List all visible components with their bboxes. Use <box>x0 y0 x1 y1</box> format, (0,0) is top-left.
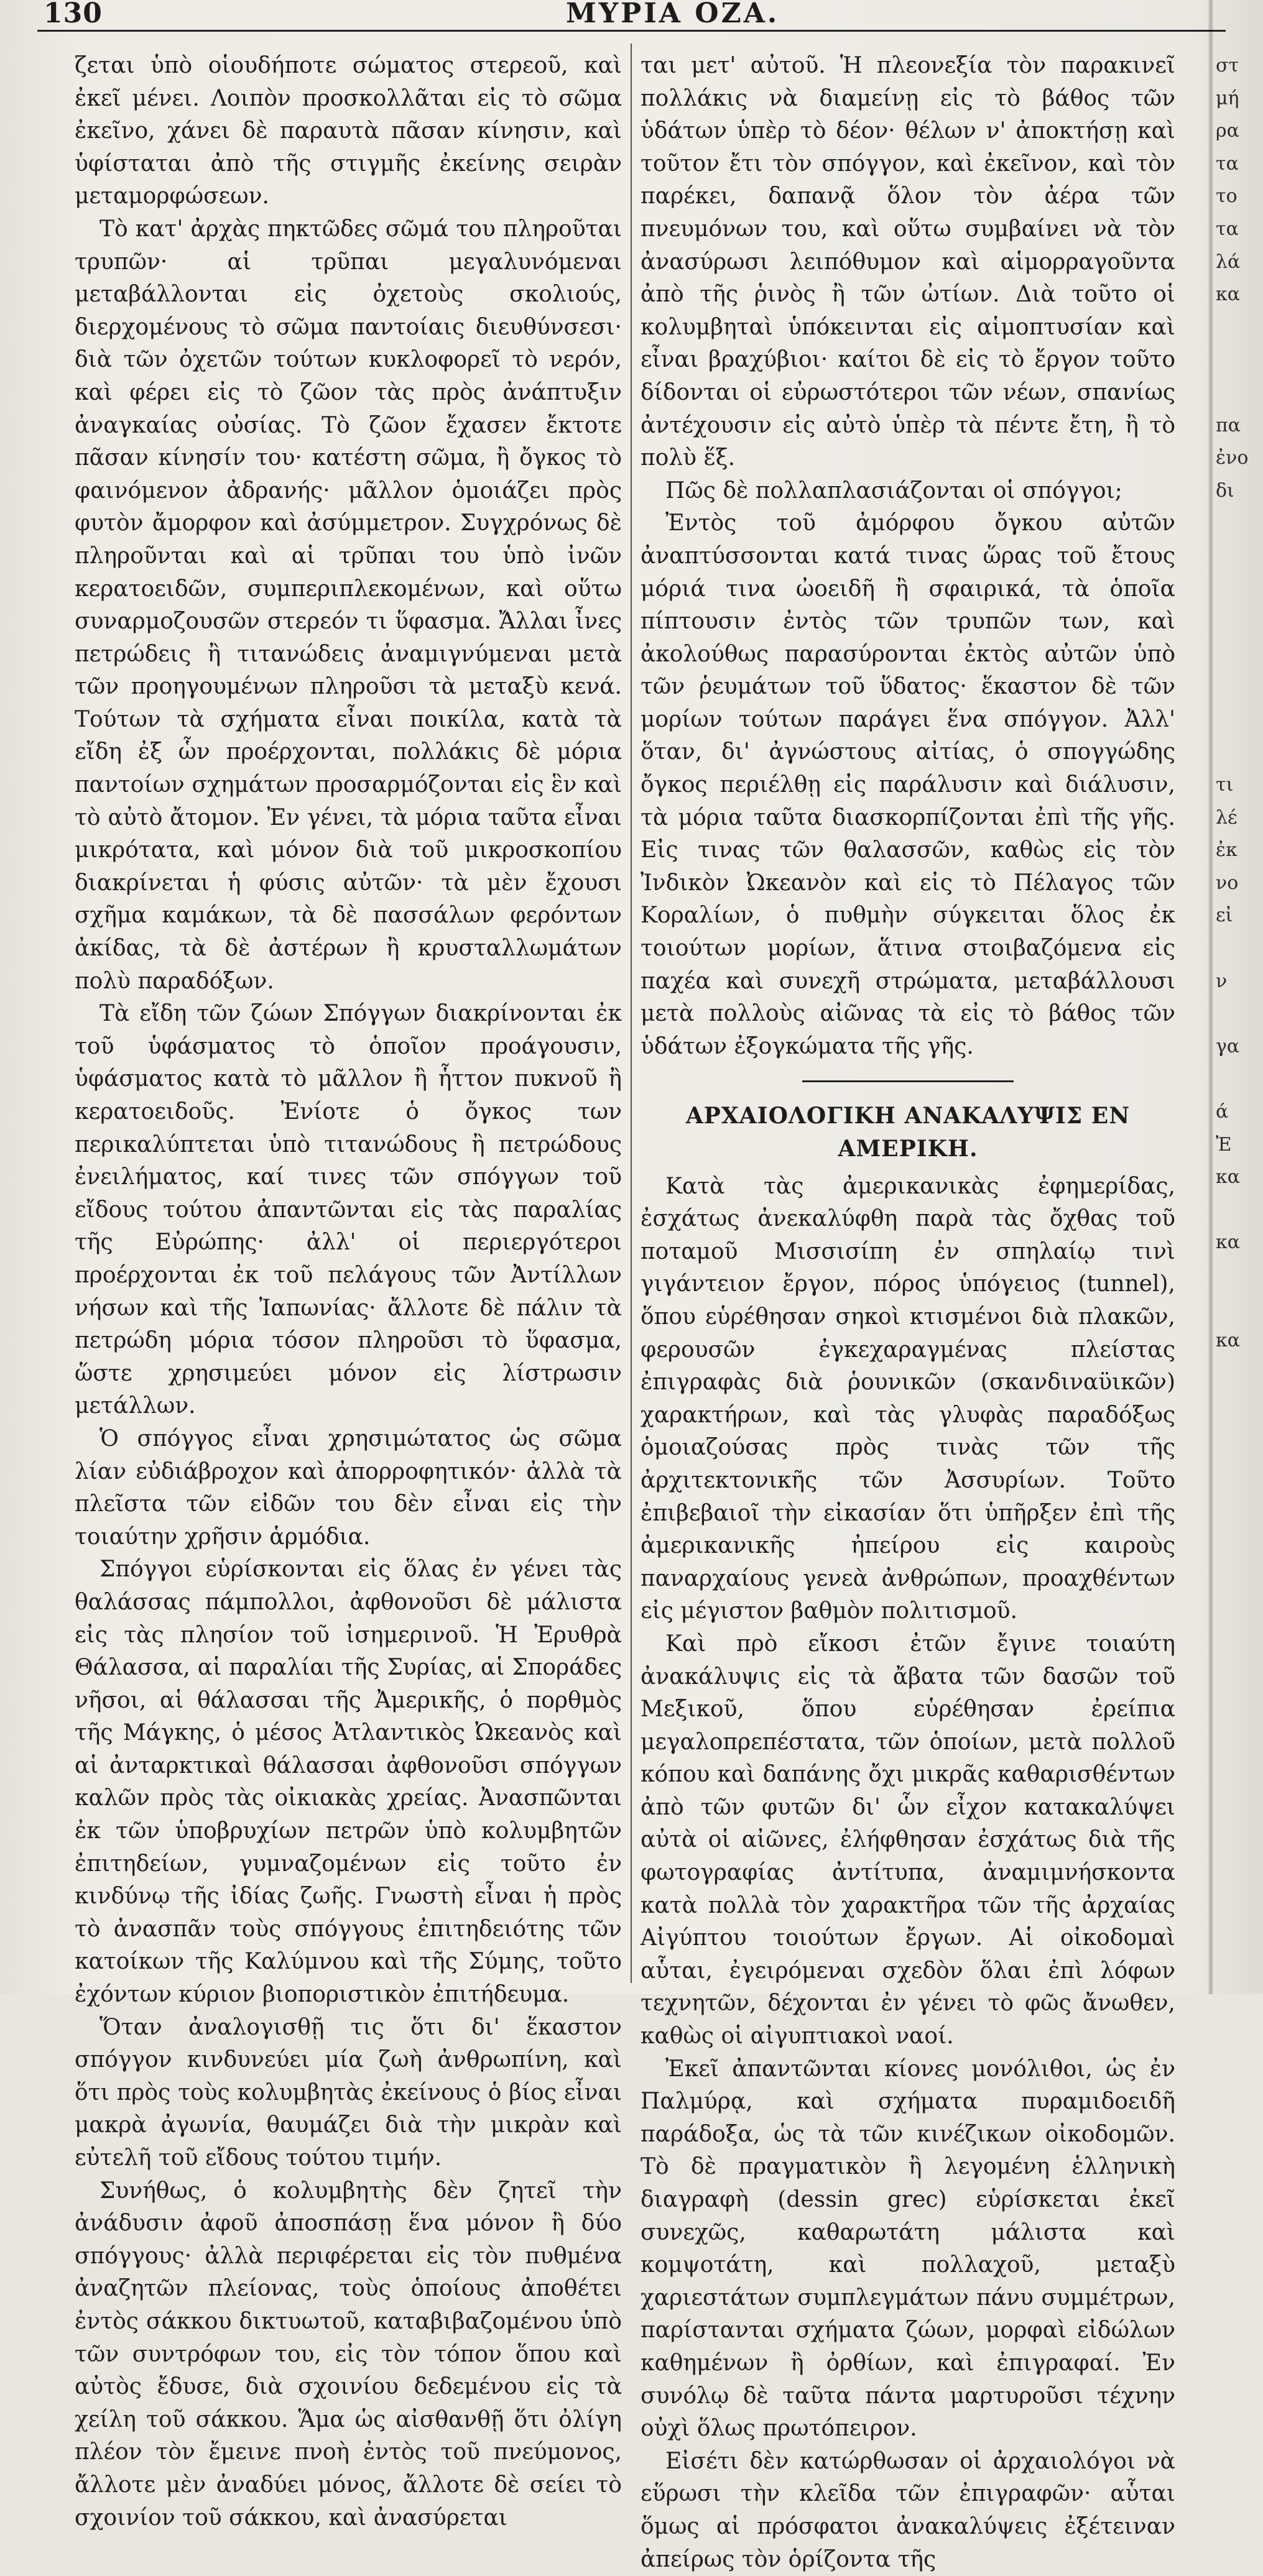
edge-fragment <box>1216 1423 1263 1456</box>
edge-fragment <box>1216 1848 1263 1881</box>
edge-fragment <box>1216 1782 1263 1815</box>
edge-fragment: δι <box>1216 479 1234 502</box>
edge-fragment: ν <box>1216 970 1228 992</box>
edge-fragment: κα <box>1216 1166 1241 1189</box>
edge-fragment <box>1216 1194 1263 1227</box>
edge-fragment <box>1216 605 1263 638</box>
edge-fragment <box>1216 736 1263 769</box>
edge-fragment: κα <box>1216 1330 1241 1352</box>
edge-fragment: τα <box>1216 218 1239 240</box>
edge-fragment: ἐκ <box>1216 839 1238 862</box>
section-rule <box>802 1080 1014 1082</box>
edge-fragment <box>1216 1880 1263 1913</box>
edge-fragment <box>1216 573 1263 606</box>
edge-fragment <box>1216 540 1263 573</box>
edge-fragment <box>1216 638 1263 671</box>
edge-fragment <box>1216 1390 1263 1423</box>
article-heading: ΑΡΧΑΙΟΛΟΓΙΚΗ ΑΝΑΚΑΛΥΨΙΣ ΕΝ ΑΜΕΡΙΚΗ. <box>685 1103 1131 1162</box>
edge-fragment <box>1216 507 1263 540</box>
edge-fragment <box>1216 1521 1263 1554</box>
edge-fragment <box>1216 1063 1263 1096</box>
page-number: 130 <box>44 0 103 29</box>
edge-fragment: ρα <box>1216 120 1239 142</box>
edge-fragment <box>1216 671 1263 704</box>
edge-fragment: ά <box>1216 1101 1229 1123</box>
edge-fragment: τα <box>1216 152 1239 175</box>
edge-fragment <box>1216 704 1263 737</box>
adjacent-page-edge <box>1216 50 1263 1979</box>
edge-fragment <box>1216 1815 1263 1848</box>
edge-fragment: μή <box>1216 87 1239 109</box>
edge-fragment: πα <box>1216 414 1241 436</box>
edge-fragment <box>1216 1750 1263 1783</box>
paragraph: Εἰσέτι δὲν κατώρθωσαν οἱ ἀρχαιολόγοι νὰ εὕρωσι τὴν κλεῖδα τῶν ἐπιγραφῶν· αὗται ὅμως αἱ πρόσφατοι ἀνακαλύψεις ἐξέτειναν ἀπείρως τὸν ὁρίζοντα τῆς <box>641 2448 1175 2572</box>
edge-fragment <box>1216 1619 1263 1652</box>
edge-fragment <box>1216 1292 1263 1325</box>
paragraph: Ἐντὸς τοῦ ἀμόρφου ὄγκου αὐτῶν ἀναπτύσσονται κατά τινας ὥρας τοῦ ἔτους μόριά τινα ὠοειδῆ ἢ σφαιρικά, τὰ ὁποῖα πίπτουσιν ἐντὸς τῶν τρυπῶν των, καὶ ἀκολούθως παρασύρονται ἐκτὸς αὐτῶν ὑπὸ τῶν ῥευμάτων τοῦ ὕδατος· ἕκαστον δὲ τῶν μορίων τούτων παράγει ἕνα σπόγγον. Ἀλλ' ὅταν, δι' ἀγνώστους αἰτίας, ὁ σπογγώδης ὄγκος περιέλθῃ εἰς παράλυσιν καὶ διάλυσιν, τὰ μόρια ταῦτα διασκορπίζονται ἐπὶ τῆς γῆς. Εἰς τινας τῶν θαλασσῶν, καθὼς εἰς τὸν Ἰνδικὸν Ὠκεανὸν καὶ εἰς τὸ Πέλαγος τῶν Κοραλίων, ὁ πυθμὴν σύγκειται ὅλος ἐκ τοιούτων μορίων, ἅτινα στοιβαζόμενα εἰς παχέα καὶ συνεχῆ στρώματα, μεταβάλλουσι μετὰ πολλοὺς αἰῶνας τὰ εἰς τὸ βάθος τῶν ὑδάτων ἐξογκώματα τῆς γῆς. <box>641 510 1175 1059</box>
column-divider <box>631 44 632 1983</box>
paragraph: Κατὰ τὰς ἀμερικανικὰς ἐφημερίδας, ἐσχάτως ἀνεκαλύφθη παρὰ τὰς ὄχθας τοῦ ποταμοῦ Μισσισίπη ἐν σπηλαίῳ τινὶ γιγάντειον ἔργον, πόρος ὑπόγειος (tunnel), ὅπου εὑρέθησαν σηκοὶ κτισμένοι διὰ πλακῶν, φερουσῶν ἐγκεχαραγμένας πλείστας ἐπιγραφὰς διὰ ῥουνικῶν (σκανδιναϋικῶν) χαρακτήρων, καὶ τὰς γλυφὰς παραδόξως ὁμοιαζούσας πρὸς τινὰς τῶν τῆς ἀρχιτεκτονικῆς τῶν Ἀσσυρίων. Τοῦτο ἐπιβεβαιοῖ τὴν εἰκασίαν ὅτι ὑπῆρξεν ἐπὶ τῆς ἀμερικανικῆς ἠπείρου εἰς καιροὺς παναρχαίους γενεὰ ἀνθρώπων, προαχθέντων εἰς μέγιστον βαθμὸν πολιτισμοῦ. <box>641 1173 1175 1624</box>
edge-fragment <box>1216 1553 1263 1586</box>
edge-fragment: λέ <box>1216 806 1238 829</box>
edge-fragment <box>1216 1456 1263 1489</box>
edge-fragment: Ἐ <box>1216 1133 1232 1156</box>
edge-fragment: το <box>1216 185 1238 208</box>
paragraph: ται μετ' αὐτοῦ. Ἡ πλεονεξία τὸν παρακινεῖ πολλάκις νὰ διαμείνῃ εἰς τὸ βάθος τῶν ὑδάτων ὑπὲρ τὸ δέον· θέλων ν' ἀποκτήσῃ καὶ τοῦτον ἔτι τὸν σπόγγον, καὶ ἐκεῖνον, καὶ τὸν παρέκει, δαπανᾷ ὅλον τὸν ἀέρα τῶν πνευμόνων του, καὶ οὕτω συμβαίνει νὰ τὸν ἀνασύρωσι λειπόθυμον καὶ αἱμορραγοῦντα ἀπὸ τῆς ῥινὸς ἢ τῶν ὠτίων. Διὰ τοῦτο οἱ κολυμβηταὶ ὑπόκεινται εἰς αἱμοπτυσίαν καὶ εἶναι βραχύβιοι· καίτοι δὲ εἰς τὸ ἔργον τοῦτο δίδονται οἱ εὐρωστότεροι τῶν νέων, σπανίως ἀντέχουσιν εἰς αὐτὸ ὑπὲρ τὰ πέντε ἔτη, ἢ τὸ πολὺ ἕξ. <box>641 53 1175 471</box>
paragraph: ζεται ὑπὸ οἱουδήποτε σώματος στερεοῦ, καὶ ἐκεῖ μένει. Λοιπὸν προσκολλᾶται εἰς τὸ σῶμα ἐκεῖνο, χάνει δὲ παραυτὰ πᾶσαν κίνησιν, καὶ ὑφίσταται ἀπὸ τῆς στιγμῆς ἐκείνης σειρὰν μεταμορφώσεων. <box>75 53 622 209</box>
paragraph: Καὶ πρὸ εἴκοσι ἐτῶν ἔγινε τοιαύτη ἀνακάλυψις εἰς τὰ ἄβατα τῶν δασῶν τοῦ Μεξικοῦ, ὅπου εὑρέθησαν ἐρείπια μεγαλοπρεπέστατα, τῶν ὁποίων, μετὰ πολλοῦ κόπου καὶ δαπάνης ὄχι μικρᾶς καθαρισθέντων ἀπὸ τῶν φυτῶν δι' ὧν εἶχον κατακαλύψει αὐτὰ οἱ αἰῶνες, ἐλήφθησαν ἐσχάτως διὰ τῆς φωτογραφίας ἀντίτυπα, ἀναμιμνήσκοντα κατὰ πολλὰ τὸν χαρακτῆρα τῶν τῆς ἀρχαίας Αἰγύπτου τοιούτων ἔργων. Αἱ οἰκοδομαὶ αὗται, ἐγειρόμεναι σχεδὸν ὅλαι ἐπὶ λόφων τεχνητῶν, δέχονται ἐν γένει τὸ φῶς ἄνωθεν, καθὼς οἱ αἰγυπτιακοὶ ναοί. <box>641 1631 1175 2049</box>
edge-fragment <box>1216 1488 1263 1521</box>
edge-fragment: κα <box>1216 1231 1241 1254</box>
edge-fragment <box>1216 932 1263 965</box>
edge-fragment: ἐνο <box>1216 447 1249 469</box>
edge-fragment: νο <box>1216 872 1239 894</box>
edge-fragment <box>1216 377 1263 410</box>
paragraph: Σπόγγοι εὑρίσκονται εἰς ὅλας ἐν γένει τὰς θαλάσσας πάμπολλοι, ἀφθονοῦσι δὲ μάλιστα εἰς τὰς πλησίον τοῦ ἰσημερινοῦ. Ἡ Ἐρυθρὰ Θάλασσα, αἱ παραλίαι τῆς Συρίας, αἱ Σποράδες νῆσοι, αἱ θάλασσαι τῆς Ἀμερικῆς, ὁ πορθμὸς τῆς Μάγκης, ὁ μέσος Ἀτλαντικὸς Ὠκεανὸς καὶ αἱ ἀνταρκτικαὶ θάλασσαι ἀφθονοῦσι σπόγγων καλῶν πρὸς τὰς οἰκιακὰς χρείας. Ἀνασπῶνται ἐκ τῶν ὑποβρυχίων πετρῶν ὑπὸ κολυμβητῶν ἐπιτηδείων, γυμναζομένων εἰς τοῦτο ἐν κινδύνῳ τῆς ἰδίας ζωῆς. Γνωστὴ εἶναι ἡ πρὸς τὸ ἀνασπᾶν τοὺς σπόγγους ἐπιτηδειότης τῶν κατοίκων τῆς Καλύμνου καὶ τῆς Σύμης, τοῦτο ἐχόντων κύριον βιοποριστικὸν ἐπιτήδευμα. <box>75 1557 622 2008</box>
paragraph: Ἐκεῖ ἀπαντῶνται κίονες μονόλιθοι, ὡς ἐν Παλμύρᾳ, καὶ σχήματα πυραμιδοειδῆ παράδοξα, ὡς τὰ τῶν κινέζικων οἰκοδομῶν. Τὸ δὲ πραγματικὸν ἢ λεγομένη ἑλληνικὴ διαγραφὴ (dessin grec) εὑρίσκεται ἐκεῖ συνεχῶς, καθαρωτάτη μάλιστα καὶ κομψοτάτη, καὶ πολλαχοῦ, μεταξὺ χαριεστάτων συμπλεγμάτων πάνυ συμμέτρων, παρίστανται σχήματα ζώων, μορφαὶ εἰδώλων καθημένων ἢ ὀρθίων, καὶ ἐπιγραφαί. Ἐν συνόλῳ δὲ ταῦτα πάντα μαρτυροῦσι τέχνην οὐχὶ ὅλως πρωτόπειρον. <box>641 2056 1175 2442</box>
page-fold-shadow <box>1208 0 1214 1994</box>
edge-fragment <box>1216 1652 1263 1685</box>
edge-fragment: εἰ <box>1216 904 1233 927</box>
page-header <box>19 0 1219 27</box>
paragraph: Τὰ εἴδη τῶν ζώων Σπόγγων διακρίνονται ἐκ τοῦ ὑφάσματος τὸ ὁποῖον προάγουσιν, ὑφάσματος κατὰ τὸ μᾶλλον ἢ ἧττον πυκνοῦ ἢ κερατοειδοῦς. Ἐνίοτε ὁ ὄγκος των περικαλύπτεται ὑπὸ τιτανώδους ἢ πετρώδους ἐνειλήματος, καί τινες τῶν σπόγγων τοῦ εἴδους τούτου ἀπαντῶνται εἰς τὰς παραλίας τῆς Εὐρώπης· ἀλλ' οἱ περιεργότεροι προέρχονται ἐκ τοῦ πελάγους τῶν Ἀντίλλων νήσων καὶ τῆς Ἰαπωνίας· ἄλλοτε δὲ πάλιν τὰ πετρώδη μόρια τόσον πληροῦσι τὸ ὕφασμα, ὥστε χρησιμεύει μόνον εἰς λίστρωσιν μετάλλων. <box>75 1001 622 1419</box>
right-column <box>641 50 1175 2576</box>
edge-fragment: λά <box>1216 251 1241 273</box>
edge-fragment: κα <box>1216 283 1241 306</box>
edge-fragment: γα <box>1216 1035 1240 1057</box>
edge-fragment <box>1216 1946 1263 1979</box>
header-rule <box>37 30 1226 32</box>
edge-fragment <box>1216 344 1263 377</box>
edge-fragment <box>1216 1685 1263 1718</box>
paragraph: Πῶς δὲ πολλαπλασιάζονται οἱ σπόγγοι; <box>665 477 1122 504</box>
edge-fragment <box>1216 1259 1263 1292</box>
edge-fragment: στ <box>1216 55 1239 76</box>
left-column <box>75 50 622 2534</box>
edge-fragment <box>1216 311 1263 344</box>
edge-fragment <box>1216 1717 1263 1750</box>
paragraph: Τὸ κατ' ἀρχὰς πηκτῶδες σῶμά του πληροῦται τρυπῶν· αἱ τρῦπαι μεγαλυνόμεναι μεταβάλλονται εἰς ὀχετοὺς σκολιούς, διερχομένους τὸ σῶμα παντοίαις διευθύνσεσι· διὰ τῶν ὀχετῶν τούτων κυκλοφορεῖ τὸ νερόν, καὶ φέρει εἰς τὸ ζῶον τὰς πρὸς ἀνάπτυξιν ἀναγκαίας οὐσίας. Τὸ ζῶον ἔχασεν ἔκτοτε πᾶσαν κίνησίν του· κατέστη σῶμα, ἢ ὄγκος τὸ φαινόμενον ἀδρανής· μᾶλλον ὁμοιάζει πρὸς φυτὸν ἄμορφον καὶ ἀσύμμετρον. Συγχρόνως δὲ πληροῦνται καὶ αἱ τρῦπαι του ὑπὸ ἰνῶν κερατοειδῶν, συμπεριπλεκομένων, καὶ οὕτω συναρμοζουσῶν στερεόν τι ὕφασμα. Ἄλλαι ἶνες πετρώδεις ἢ τιτανώδεις ἀναμιγνύμεναι μετὰ τῶν προηγουμένων πληροῦσι τὰ μεταξὺ κενά. Τούτων τὰ σχήματα εἶναι ποικίλα, κατὰ τὰ εἴδη ἐξ ὧν προέρχονται, πολλάκις δὲ μόρια παντοίων σχημάτων προσαρμόζονται εἰς ἓν καὶ τὸ αὐτὸ ἄτομον. Ἐν γένει, τὰ μόρια ταῦτα εἶναι μικρότατα, καὶ μόνον διὰ τοῦ μικροσκοπίου διακρίνεται ἡ φύσις αὐτῶν· τὰ μὲν ἔχουσι σχῆμα καμάκων, τὰ δὲ πασσάλων φερόντων ἀκίδας, τὰ δὲ ἀστέρων ἢ κρυσταλλωμάτων πολὺ παραδόξων. <box>75 216 622 994</box>
paragraph: Ὅταν ἀναλογισθῇ τις ὅτι δι' ἕκαστον σπόγγον κινδυνεύει μία ζωὴ ἀνθρωπίνη, καὶ ὅτι πρὸς τοὺς κολυμβητὰς ἐκείνους ὁ βίος εἶναι μακρὰ ἀγωνία, θαυμάζει διὰ τὴν μικρὰν καὶ εὐτελῆ τοῦ εἴδους τούτου τιμήν. <box>75 2014 622 2171</box>
edge-fragment: τι <box>1216 774 1234 796</box>
running-title: ΜΥΡΙΑ ΟΖΑ. <box>566 0 780 29</box>
edge-fragment <box>1216 998 1263 1031</box>
paragraph: Συνήθως, ὁ κολυμβητὴς δὲν ζητεῖ τὴν ἀνάδυσιν ἀφοῦ ἀποσπάσῃ ἕνα μόνον ἢ δύο σπόγγους· ἀλλὰ περιφέρεται εἰς τὸν πυθμένα ἀναζητῶν πλείονας, τοὺς ὁποίους ἀποθέτει ἐντὸς σάκκου δικτυωτοῦ, καταβιβαζομένου ὑπὸ τῶν συντρόφων του, εἰς τὸν τόπον ὅπου καὶ αὐτὸς ἔδυσε, διὰ σχοινίου δεδεμένου εἰς τὰ χείλη τοῦ σάκκου. Ἅμα ὡς αἰσθανθῇ ὅτι ὀλίγη πλέον τὸν ἔμεινε πνοὴ ἐντὸς τοῦ πνεύμονος, ἄλλοτε μὲν ἀναδύει μόνος, ἄλλοτε δὲ σείει τὸ σχοινίον τοῦ σάκκου, καὶ ἀνασύρεται <box>75 2178 622 2531</box>
edge-fragment <box>1216 1913 1263 1946</box>
edge-fragment <box>1216 1586 1263 1619</box>
paragraph: Ὁ σπόγγος εἶναι χρησιμώτατος ὡς σῶμα λίαν εὐδιάβροχον καὶ ἀπορροφητικόν· ἀλλὰ τὰ πλεῖστα τῶν εἰδῶν του δὲν εἶναι εἰς τὴν τοιαύτην χρῆσιν ἁρμόδια. <box>75 1425 622 1550</box>
edge-fragment <box>1216 1358 1263 1391</box>
